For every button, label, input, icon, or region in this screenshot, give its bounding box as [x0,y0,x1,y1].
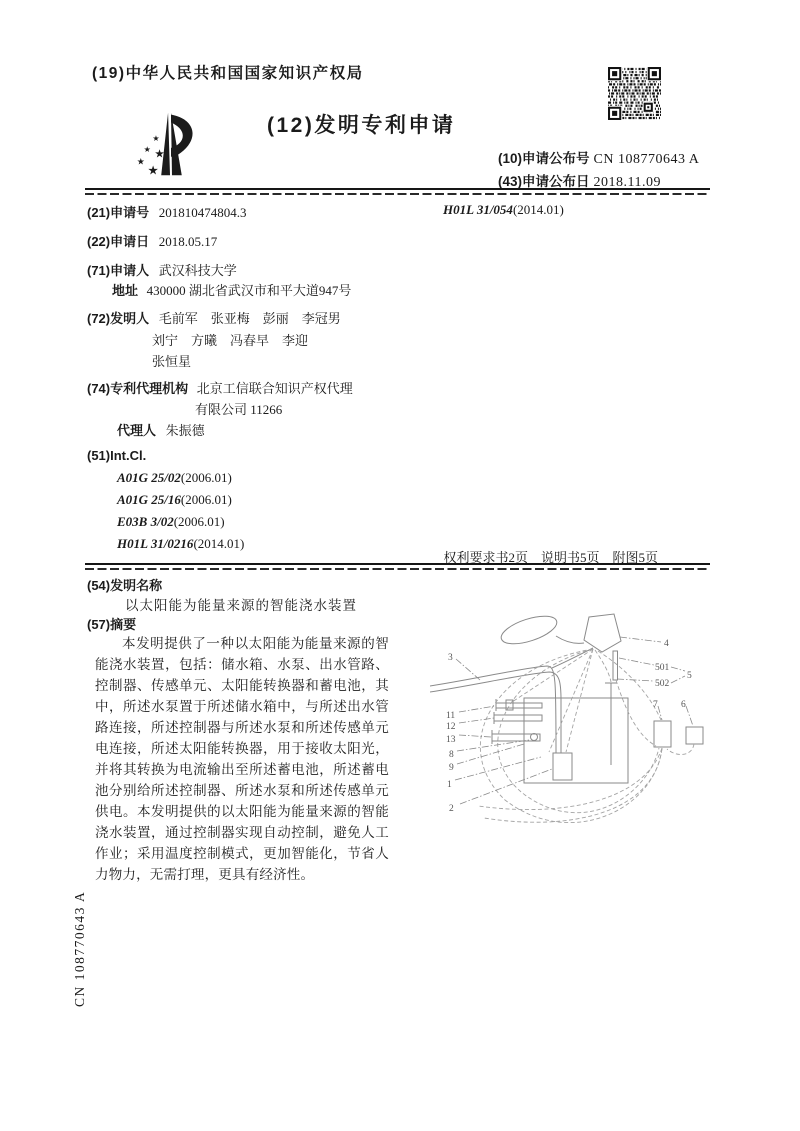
address-label: 地址 [112,283,139,298]
classification-row [117,536,244,552]
star-icon: ★ [143,144,151,154]
invention-title-label: (54)发明名称 [87,578,163,593]
patent-figure [430,598,800,848]
class-code: H01L 31/0216 [117,536,194,551]
field-agent [117,420,205,439]
figure-leaf [498,611,560,650]
figure-label-5: 5 [687,671,692,681]
agency-name-line2: 有限公司 11266 [195,402,283,417]
applicant-value: 武汉科技大学 [158,263,237,278]
office-name: (19)中华人民共和国国家知识产权局 [92,65,364,82]
separator-line-solid [85,563,710,565]
applicant-label: (71)申请人 [87,263,150,278]
intcl-label: (51)Int.Cl. [87,448,147,463]
classification-row [117,470,232,486]
field-class-topright [443,202,564,218]
star-icon: ★ [154,147,165,161]
class-code: E03B 3/02 [117,514,174,529]
figure-label-11: 11 [446,711,456,721]
figure-bar [496,703,542,708]
figure-label-9: 9 [449,763,454,773]
sipo-logo [127,104,215,184]
pub-number-label: (10)申请公布号 [498,151,590,166]
class-code: A01G 25/16 [117,492,181,507]
class-version: (2006.01) [173,514,225,529]
inventors-line: 刘宁 方曦 冯春早 李迎 [152,333,309,348]
app-number-label: (21)申请号 [87,205,150,220]
figure-label-7: 7 [653,700,658,710]
pub-date-value: 2018.11.09 [593,175,661,190]
separator-line-solid [85,188,710,190]
agency-name: 北京工信联合知识产权代理 [196,381,353,396]
inventors-label: (72)发明人 [87,311,150,326]
field-inventors [87,308,341,327]
inventors-line: 张恒星 [152,354,192,369]
figure-label-501: 501 [655,663,670,673]
pub-number-value: CN 108770643 A [593,152,700,167]
abstract-label: (57)摘要 [87,617,137,632]
star-icon: ★ [136,156,145,167]
side-publication-code: CN 108770643 A [72,890,87,1007]
figure-spray-head [584,614,621,652]
class-version: (2006.01) [180,470,232,485]
figure-battery [686,727,703,744]
classification-row [117,492,232,508]
separator-line-dashed [85,193,710,195]
pub-date-label: (43)申请公布日 [498,174,590,189]
invention-title: 以太阳能为能量来源的智能浇水装置 [125,598,357,613]
figure-label-1: 1 [447,780,452,790]
figure-label-8: 8 [449,750,454,760]
figure-pipe [605,683,617,765]
abstract-text: 本发明提供了一种以太阳能为能量来源的智能浇水装置，包括：储水箱、水泵、出水管路、控制器、传感单元、太阳能转换器和蓄电池，其中，所述水泵置于所述储水箱中，与所述出水管路连接，所述控制器与所述水泵和所述传感单元电连接，所述太阳能转换器，用于接收太阳光，并将其转换为电流输出至所述蓄电池，所述蓄电池分别给所述控制器、所述水泵和所述传感单元供电。本发明提供的以太阳能为能量来源的智能浇水装置，通过控制器实现自动控制，避免人工作业；采用温度控制模式，更加智能化，节省人力物力，无需打理，更具有经济性。 [95,636,389,882]
figure-label-6: 6 [681,700,686,710]
star-icon: ★ [152,134,160,144]
app-date-value: 2018.05.17 [158,234,218,249]
class-code: A01G 25/02 [117,470,181,485]
class-version: (2006.01) [180,492,232,507]
field-app-date [87,231,217,250]
figure-pump [553,753,572,780]
class-version: (2014.01) [193,536,245,551]
class-code: H01L 31/054 [443,202,513,217]
app-number-value: 201810474804.3 [158,205,247,220]
figure-label-502: 502 [655,679,670,689]
figure-controller [654,721,671,747]
pages-info: 权利要求书2页 说明书5页 附图5页 [443,550,658,565]
figure-label-3: 3 [448,653,453,663]
address-value: 430000 湖北省武汉市和平大道947号 [146,283,352,298]
field-intcl [87,448,146,463]
figure-bar [494,715,542,721]
agent-value: 朱振德 [165,423,205,438]
figure-label-13: 13 [446,735,456,745]
class-version: (2014.01) [512,202,564,217]
figure-label-2: 2 [449,804,454,814]
app-date-label: (22)申请日 [87,234,150,249]
classification-row [117,514,225,530]
field-agency [87,378,353,397]
figure-bolt [531,734,538,741]
pub-number-row [498,147,699,168]
agency-label: (74)专利代理机构 [87,381,189,396]
inventors-line: 毛前军 张亚梅 彭丽 李冠男 [158,311,341,326]
doc-type-title: (12)发明专利申请 [267,114,456,137]
figure-sensor [613,651,618,680]
star-icon: ★ [147,163,159,178]
qr-code [607,66,662,121]
field-app-number [87,202,247,221]
field-address [112,280,351,299]
figure-label-4: 4 [664,639,669,649]
agent-label: 代理人 [117,423,157,438]
separator-line-dashed [85,568,710,570]
figure-label-12: 12 [446,722,456,732]
field-applicant [87,260,237,279]
